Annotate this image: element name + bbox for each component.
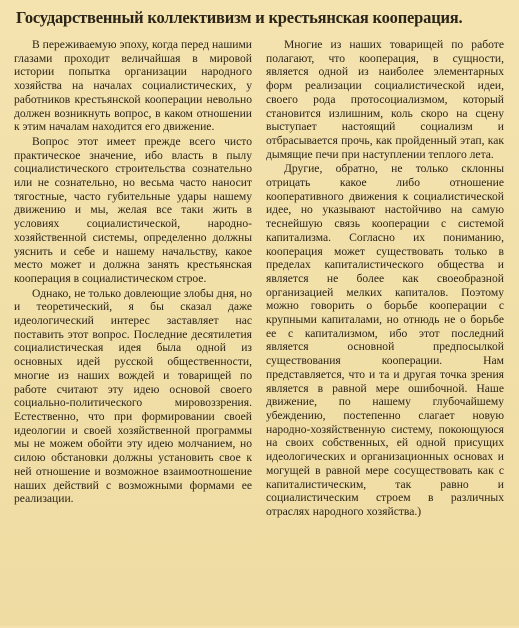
paragraph: В переживаемую эпоху, когда перед нашими глазами проходит величайшая в мировой истории попытка организации народного хозяйства на началах социалистических, у работников крестьянской кооперации невольно должен возникнуть вопрос, в каком отношении к этим началам находится его движение. <box>14 38 252 134</box>
article-column-left <box>14 38 252 628</box>
paragraph: Другие, обратно, не только склонны отрицать какое либо отношение кооперативного движения к социалистической идее, но указывают настойчиво на самую теснейшую связь кооперации с системой капитализма. Согласно их пониманию, кооперация может существовать только в пределах капиталистического общества и является не более как своеобразной организацией мелких капиталов. Поэтому можно говорить о борьбе кооперации с крупными капиталами, но отнюдь не о борьбе ее с капитализмом, ибо этот последний является основной предпосылкой существования кооперации. Нам представляется, что и та и другая точка зрения является в равной мере ошибочной. Наше движение, по нашему глубочайшему убеждению, постепенно слагает новую народно-хозяйственную систему, покоющуюся на своих собственных, ей одной присущих идеологических и организационных основах и могущей в равной мере сосуществовать как с капиталистическим, так равно и социалистическим строем в различных отраслях народного хозяйства.) <box>266 162 504 518</box>
paragraph: Многие из наших товарищей по работе полагают, что кооперация, в сущности, является одной из наиболее элементарных форм реализации социалистической идеи, своего рода протосоциализмом, который становится излишним, коль скоро на сцену выступает настоящий социализм и отбрасывается прочь, как пройденный этап, как дымящие печи при наступлении теплого лета. <box>266 38 504 161</box>
paragraph: Вопрос этот имеет прежде всего чисто практическое значение, ибо власть в пылу социалистического строительства сознательно или не сознательно, но весьма часто наносит тягостные, часто губительные удары нашему движению и мы, желая все таки жить в условиях социалистической, народно-хозяйственной системы, определенно должны уяснить и себе и нашему начальству, какое место может и должна занять крестьянская кооперация в социалистическом строе. <box>14 134 252 285</box>
paragraph: Однако, не только довлеющие злобы дня, но и теоретический, я бы сказал даже идеологический интерес заставляет нас поставить этот вопрос. Последние десятилетия социалистическая идея была одной из основных идей русской общественности, многие из наших вождей и товарищей по работе считают эту идею основой своего социально-политического мировоззрения. Естественно, что при формировании своей идеологии и своей хозяйственной программы мы не можем обойти эту идею молчанием, но силою обстановки должны установить свое к ней отношение и возможное взаимоотношение наших действий с возможными формами ее реализации. <box>14 286 252 506</box>
article-body <box>14 38 507 628</box>
article-column-right <box>266 38 504 628</box>
article-title: Государственный коллективизм и крестьянская кооперация. <box>16 8 463 27</box>
